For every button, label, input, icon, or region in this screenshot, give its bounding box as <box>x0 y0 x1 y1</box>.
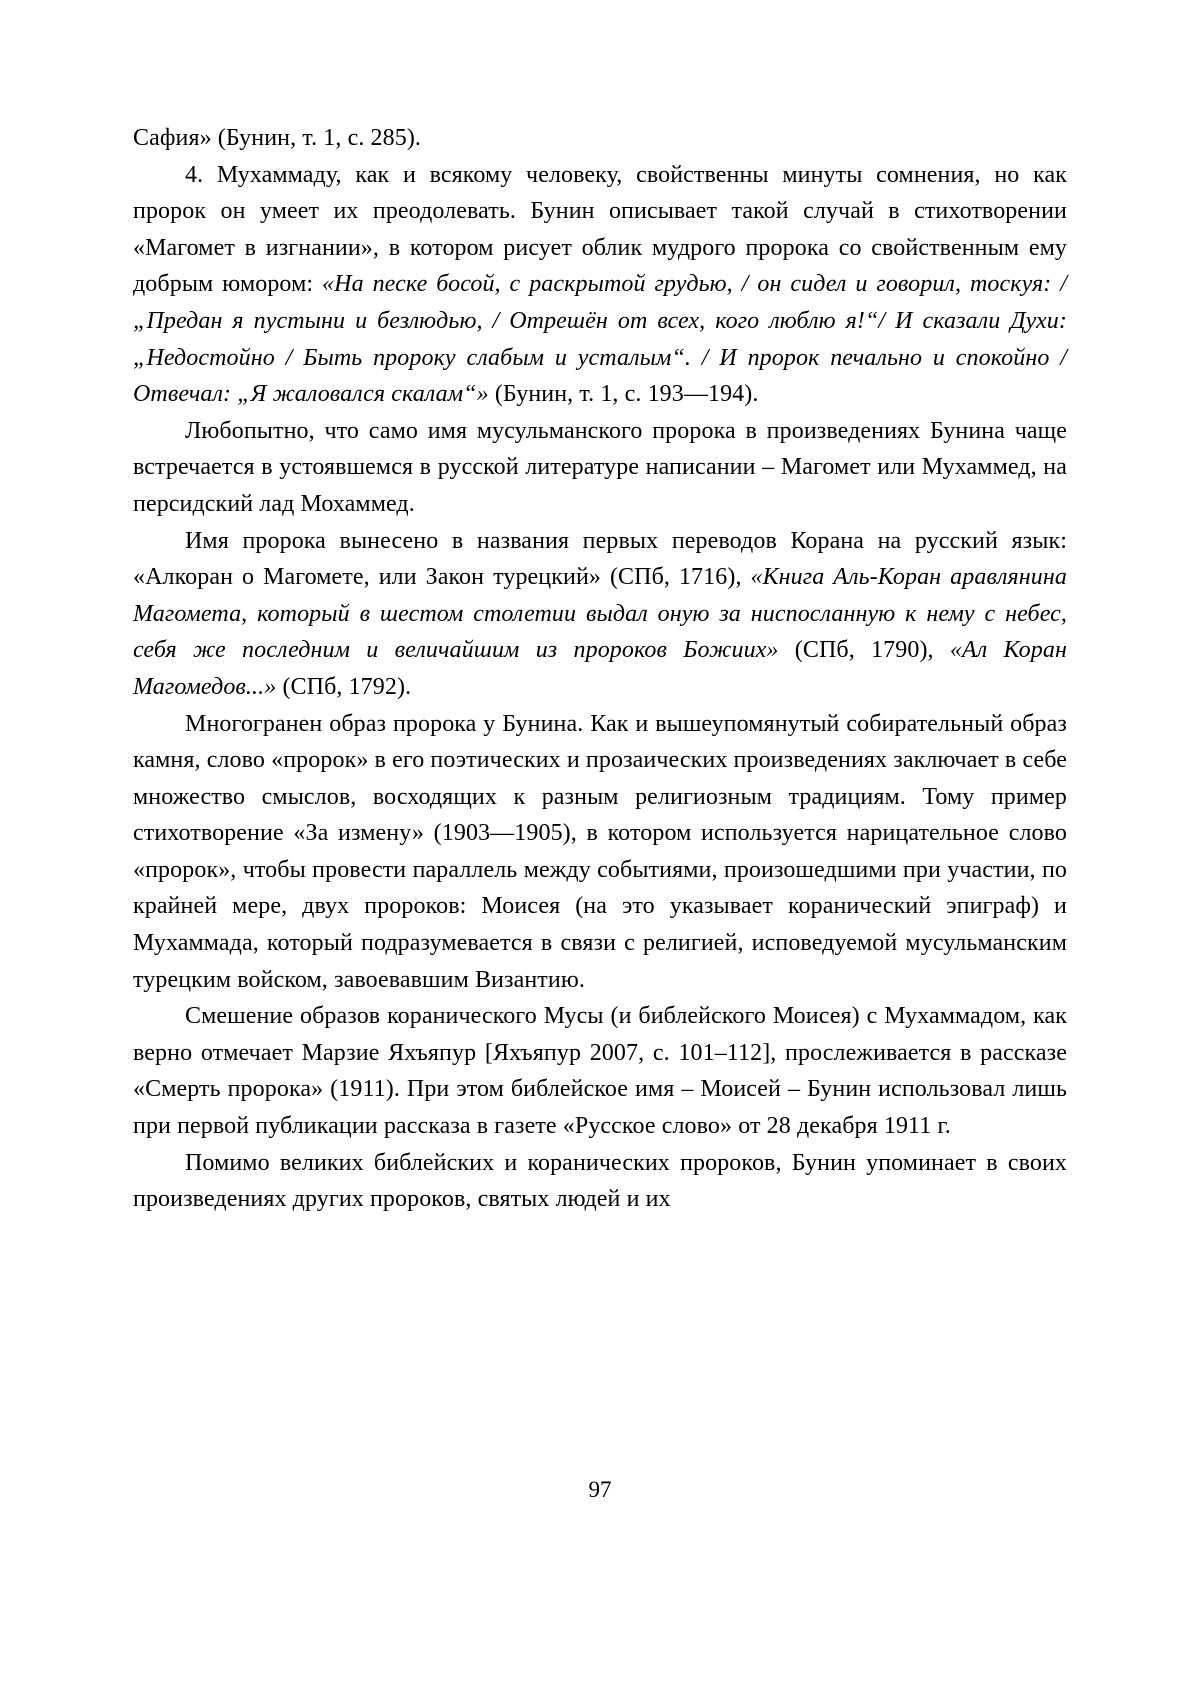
text-run: (СПб, 1792). <box>282 673 412 700</box>
text-run: Сафия» (Бунин, т. 1, с. 285). <box>133 125 422 151</box>
text-run: 4. Мухаммаду, как и всякому человеку, свойственны минуты сомнения, но как пророк он умеет их преодолевать. Бунин описывает такой случай в стихотворении «Магомет в изгнании», в котором рисует облик мудрого пророка со свойственным ему добрым юмором: <box>133 161 1067 298</box>
text-run: (Бунин, т. 1, с. 193—194). <box>494 381 759 408</box>
italic-text-run: «Книга Аль-Коран аравлянина Магомета, который в шестом столетии выдал оную за ниспосланную к нему с небес, себя же последним и величайшим из пророков Божиих» <box>133 564 1067 664</box>
text-block <box>133 120 1067 1218</box>
paragraph <box>133 998 1067 1144</box>
text-run: Любопытно, что само имя мусульманского пророка в произведениях Бунина чаще встречается в устоявшемся в русской литературе написании – Магомет или Мухаммед, на персидский лад Мохаммед. <box>133 417 1067 517</box>
text-run: Имя пророка вынесено в названия первых переводов Корана на русский язык: «Алкоран о Магомете, или Закон турецкий» (СПб, 1716), <box>133 527 1067 591</box>
paragraph <box>133 157 1067 413</box>
page-number: 97 <box>588 1477 612 1502</box>
paragraph <box>133 706 1067 999</box>
italic-text-run: «На песке босой, с раскрытой грудью, / он сидел и говорил, тоскуя: / „Предан я пустыни и безлюдью, / Отрешён от всех, кого люблю я!“/ И сказали Духи: „Недостойно / Быть пророку слабым и усталым“. / И пророк печально и спокойно / Отвечал: „Я жаловался скалам“» <box>133 271 1068 408</box>
text-run: Помимо великих библейских и коранических пророков, Бунин упоминает в своих произведениях других пророков, святых людей и их <box>133 1149 1067 1213</box>
paragraph <box>133 120 1067 157</box>
paragraph <box>133 523 1067 706</box>
italic-text-run: «Ал Коран Магомедов...» <box>133 637 1067 700</box>
paragraph <box>133 1145 1067 1218</box>
text-run: Смешение образов коранического Мусы (и библейского Моисея) с Мухаммадом, как верно отмечает Марзие Яхъяпур [Яхъяпур 2007, с. 101–112], прослеживается в рассказе «Смерть пророка» (1911). При этом библейское имя – Моисей – Бунин использовал лишь при первой публикации рассказа в газете «Русское слово» от 28 декабря 1911 г. <box>133 1003 1067 1140</box>
text-run: Многогранен образ пророка у Бунина. Как и вышеупомянутый собирательный образ камня, слово «пророк» в его поэтических и прозаических произведениях заключает в себе множество смыслов, восходящих к разным религиозным традициям. Тому пример стихотворение «За измену» (1903—1905), в котором используется нарицательное слово «пророк», чтобы провести параллель между событиями, произошедшими при участии, по крайней мере, двух пророков: Моисея (на это указывает коранический эпиграф) и Мухаммада, который подразумевается в связи с религией, исповедуемой мусульманским турецким войском, завоевавшим Византию. <box>133 710 1067 993</box>
text-run: (СПб, 1790), <box>794 637 950 664</box>
paragraph <box>133 413 1067 523</box>
